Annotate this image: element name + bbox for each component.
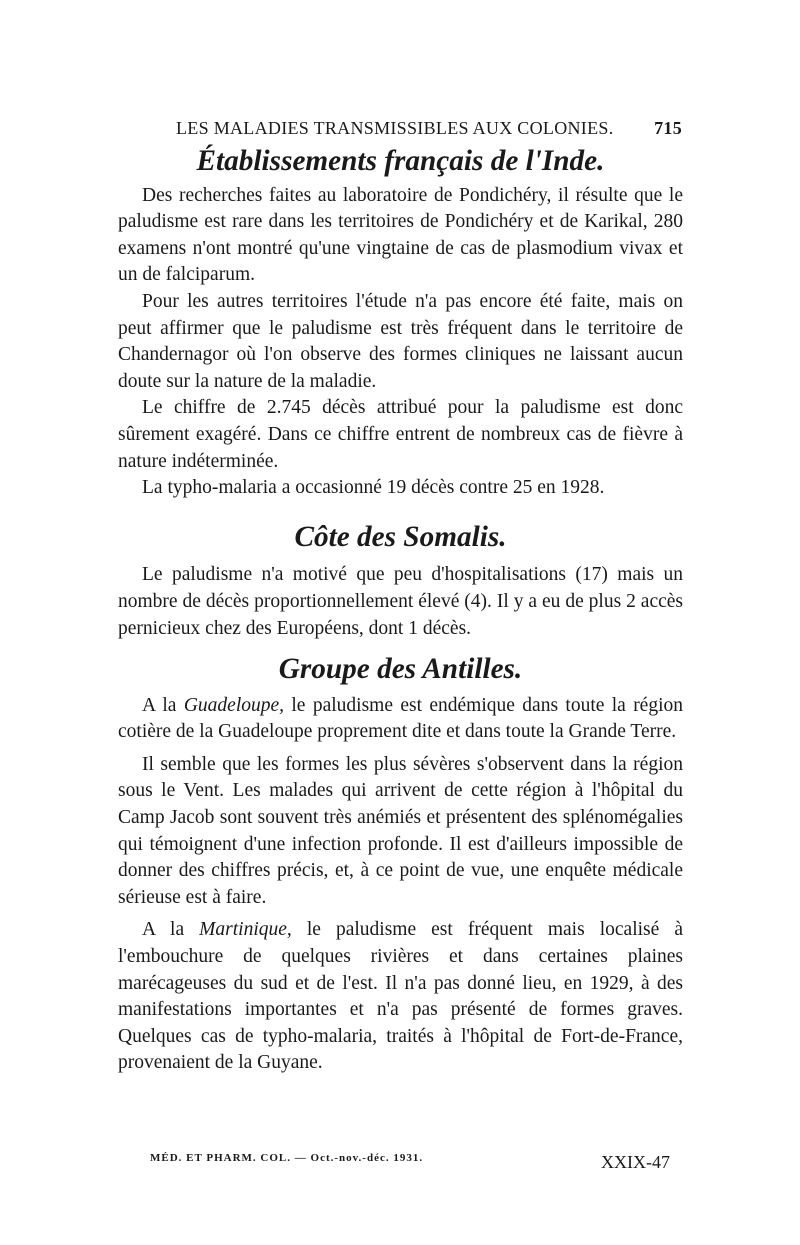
paragraph-inde-2: Pour les autres territoires l'étude n'a pas encore été faite, mais on peut affirmer que le paludisme est très fréquent dans le territoire de Chandernagor où l'on observe des formes cliniques ne laissant aucun doute sur la nature de la maladie.	[118, 290, 683, 392]
paragraph-rest: le paludisme est fréquent mais localisé à l'embouchure de quelques rivières et dans certaines plaines marécageuses du sud et de l'est. Il n'a pas donné lieu, en 1929, à des manifestations importantes et n'a pas présenté de formes graves. Quelques cas de typho-malaria, traités à l'hôpital de Fort-de-France, provenaient de la Guyane.	[118, 919, 683, 1074]
footer-signature: MÉD. ET PHARM. COL. — Oct.-nov.-déc. 1931.	[150, 1152, 424, 1164]
page-body	[118, 145, 684, 1077]
paragraph-rest: le paludisme est endémique dans toute la région cotière de la Guadeloupe proprement dite et dans toute la Grande Terre.	[118, 694, 684, 743]
paragraph-guadeloupe-2: Il semble que les formes les plus sévères s'observent dans la région sous le Vent. Les malades qui arrivent de cette région à l'hôpital du Camp Jacob sont souvent très anémiés et présentent des splénomégalies qui témoignent d'une infection profonde. Il est d'ailleurs impossible de donner des chiffres précis, et, à ce point de vue, une enquête médicale sérieuse est à faire.	[118, 753, 683, 908]
paragraph-inde-1: Des recherches faites au laboratoire de Pondichéry, il résulte que le paludisme est rare dans les territoires de Pondichéry et de Karikal, 280 examens n'ont montré qu'une vingtaine de cas de plasmodium vivax et un de falciparum.	[118, 184, 683, 286]
page-number: 715	[654, 118, 682, 138]
section-title-inde: Établissements français de l'Inde.	[196, 145, 605, 177]
paragraph-somalis-1: Le paludisme n'a motivé que peu d'hospitalisations (17) mais un nombre de décès proportionnellement élevé (4). Il y a eu de plus 2 accès pernicieux chez des Européens, dont 1 décès.	[118, 564, 683, 639]
place-name-martinique: Martinique,	[199, 919, 292, 941]
paragraph-lead: A la	[142, 919, 185, 941]
page-header	[118, 118, 682, 146]
paragraph-guadeloupe	[118, 693, 683, 746]
paragraph-inde-3: Le chiffre de 2.745 décès attribué pour la paludisme est donc sûrement exagéré. Dans ce chiffre entrent de nombreux cas de fièvre à nature indéterminée.	[118, 397, 683, 472]
footer-sheet-number: XXIX-47	[601, 1152, 670, 1172]
paragraph-lead: A la	[142, 694, 177, 716]
section-title-antilles: Groupe des Antilles.	[278, 653, 523, 686]
place-name-guadeloupe: Guadeloupe,	[183, 694, 285, 716]
paragraph-inde-4: La typho-malaria a occasionné 19 décès contre 25 en 1928.	[142, 477, 605, 499]
page-footer	[150, 1152, 670, 1174]
section-title-somalis: Côte des Somalis.	[294, 520, 507, 553]
paragraph-martinique	[118, 917, 683, 1077]
running-title: LES MALADIES TRANSMISSIBLES AUX COLONIES.	[176, 118, 614, 138]
